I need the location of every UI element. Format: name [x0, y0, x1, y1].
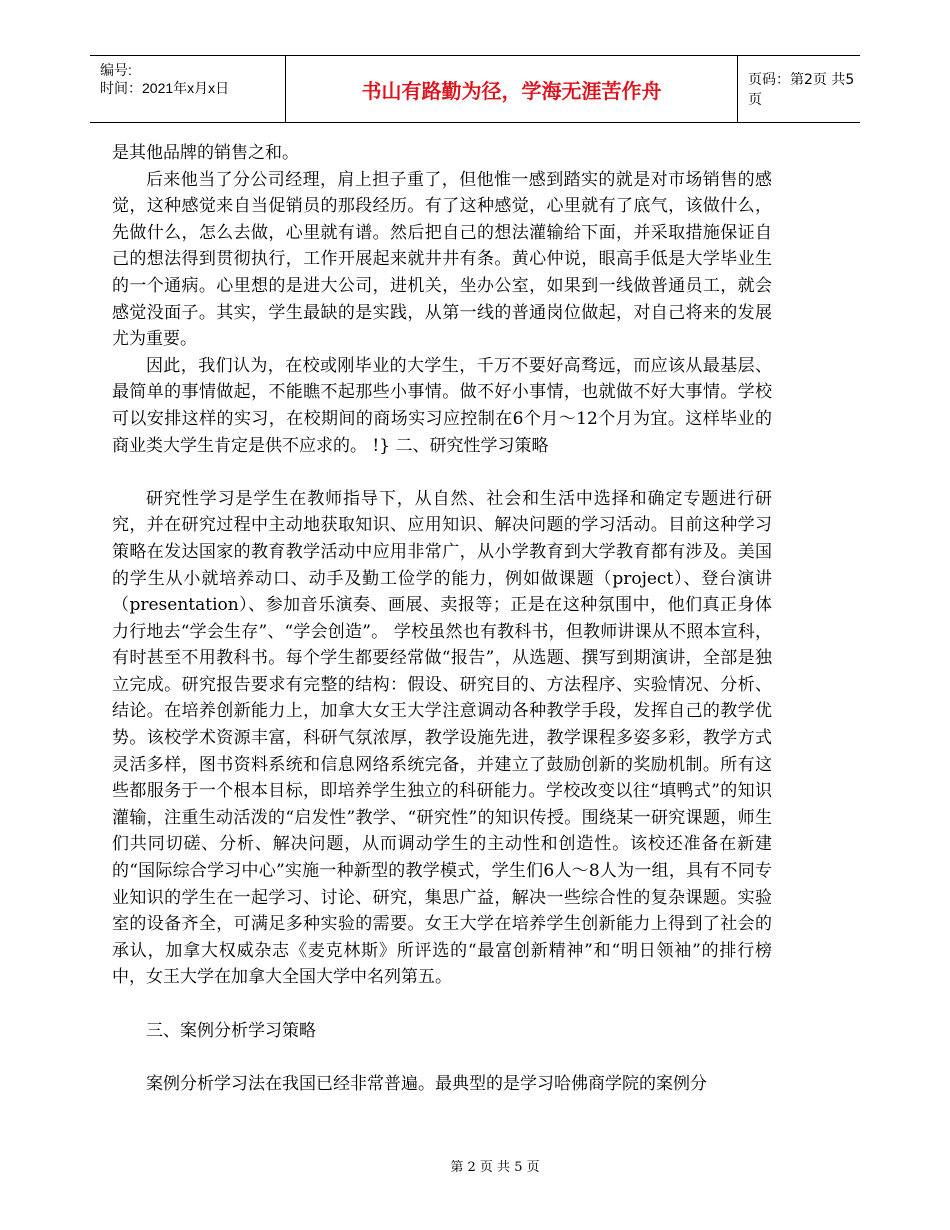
document-body [112, 140, 772, 1097]
section-heading-case-analysis: 三、案例分析学习策略 [146, 1020, 316, 1041]
paragraph-manager-experience: 后来他当了分公司经理，肩上担子重了，但他惟一感到踏实的就是对市场销售的感觉，这种感觉来自当促销员的那段经历。有了这种感觉，心里就有了底气，该做什么，先做什么，怎么去做，心里就有谱。然后把自己的想法灌输给下面，并采取措施保证自己的想法得到贯彻执行，工作开展起来就井井有条。黄心仲说，眼高手低是大学毕业生的一个通病。心里想的是进大公司，进机关，坐办公室，如果到一线做普通员工，就会感觉没面子。其实，学生最缺的是实践，从第一线的普通岗位做起，对自己将来的发展尤为重要。 [112, 169, 772, 350]
header-meta [90, 56, 286, 122]
header-motto: 书山有路勤为径，学海无涯苦作舟 [286, 56, 738, 122]
header-page-info: 页码：第2页 共5页 [748, 72, 855, 108]
paragraph-conclusion: 因此，我们认为，在校或刚毕业的大学生，千万不要好高骛远，而应该从最基层、最简单的事情做起，不能瞧不起那些小事情。做不好小事情，也就做不好大事情。学校可以安排这样的实习，在校期间的商场实习应控制在6个月～12个月为宜。这样毕业的商业类大学生肯定是供不应求的。 !} 二、研究性学习策略 [112, 355, 772, 456]
page-header [90, 55, 860, 123]
document-number-label: 编号: [100, 62, 132, 78]
page-footer: 第 2 页 共 5 页 [450, 1160, 540, 1175]
paragraph-research-learning: 研究性学习是学生在教师指导下，从自然、社会和生活中选择和确定专题进行研究，并在研究过程中主动地获取知识、应用知识、解决问题的学习活动。目前这种学习策略在发达国家的教育教学活动中应用非常广，从小学教育到大学教育都有涉及。美国的学生从小就培养动口、动手及勤工俭学的能力，例如做课题（project）、登台演讲 （presentation）、参加音乐演奏、画展、卖报等；正是在这种氛围中，他们真正身体力行地去“学会生存”、“学会创造”。 学校虽然也有教科书，但教师讲课从不照本宣科，有时甚至不用教科书。每个学生都要经常做“报告”，从选题、撰写到期演讲，全部是独立完成。研究报告要求有完整的结构：假设、研究目的、方法程序、实验情况、分析、结论。在培养创新能力上，加拿大女王大学注意调动各种教学手段，发挥自己的教学优势。该校学术资源丰富，科研气氛浓厚，教学设施先进，教学课程多姿多彩，教学方式灵活多样，图书资料系统和信息网络系统完备，并建立了鼓励创新的奖励机制。所有这些都服务于一个根本目标，即培养学生独立的科研能力。学校改变以往“填鸭式”的知识灌输，注重生动活泼的“启发性”教学、“研究性”的知识传授。围绕某一研究课题，师生们共同切磋、分析、解决问题，从而调动学生的主动性和创造性。该校还准备在新建的“国际综合学习中心”实施一种新型的教学模式，学生们6人～8人为一组，具有不同专业知识的学生在一起学习、讨论、研究，集思广益，解决一些综合性的复杂课题。实验室的设备齐全，可满足多种实验的需要。女王大学在培养学生创新能力上得到了社会的承认，加拿大权威杂志《麦克林斯》所评选的“最富创新精神”和“明日领袖”的排行榜中，女王大学在加拿大全国大学中名列第五。 [112, 488, 772, 988]
document-time: 时间：2021年x月x日 [100, 80, 230, 96]
paragraph-case-analysis: 案例分析学习法在我国已经非常普遍。最典型的是学习哈佛商学院的案例分 [146, 1073, 707, 1094]
paragraph-continued: 是其他品牌的销售之和。 [112, 143, 299, 163]
